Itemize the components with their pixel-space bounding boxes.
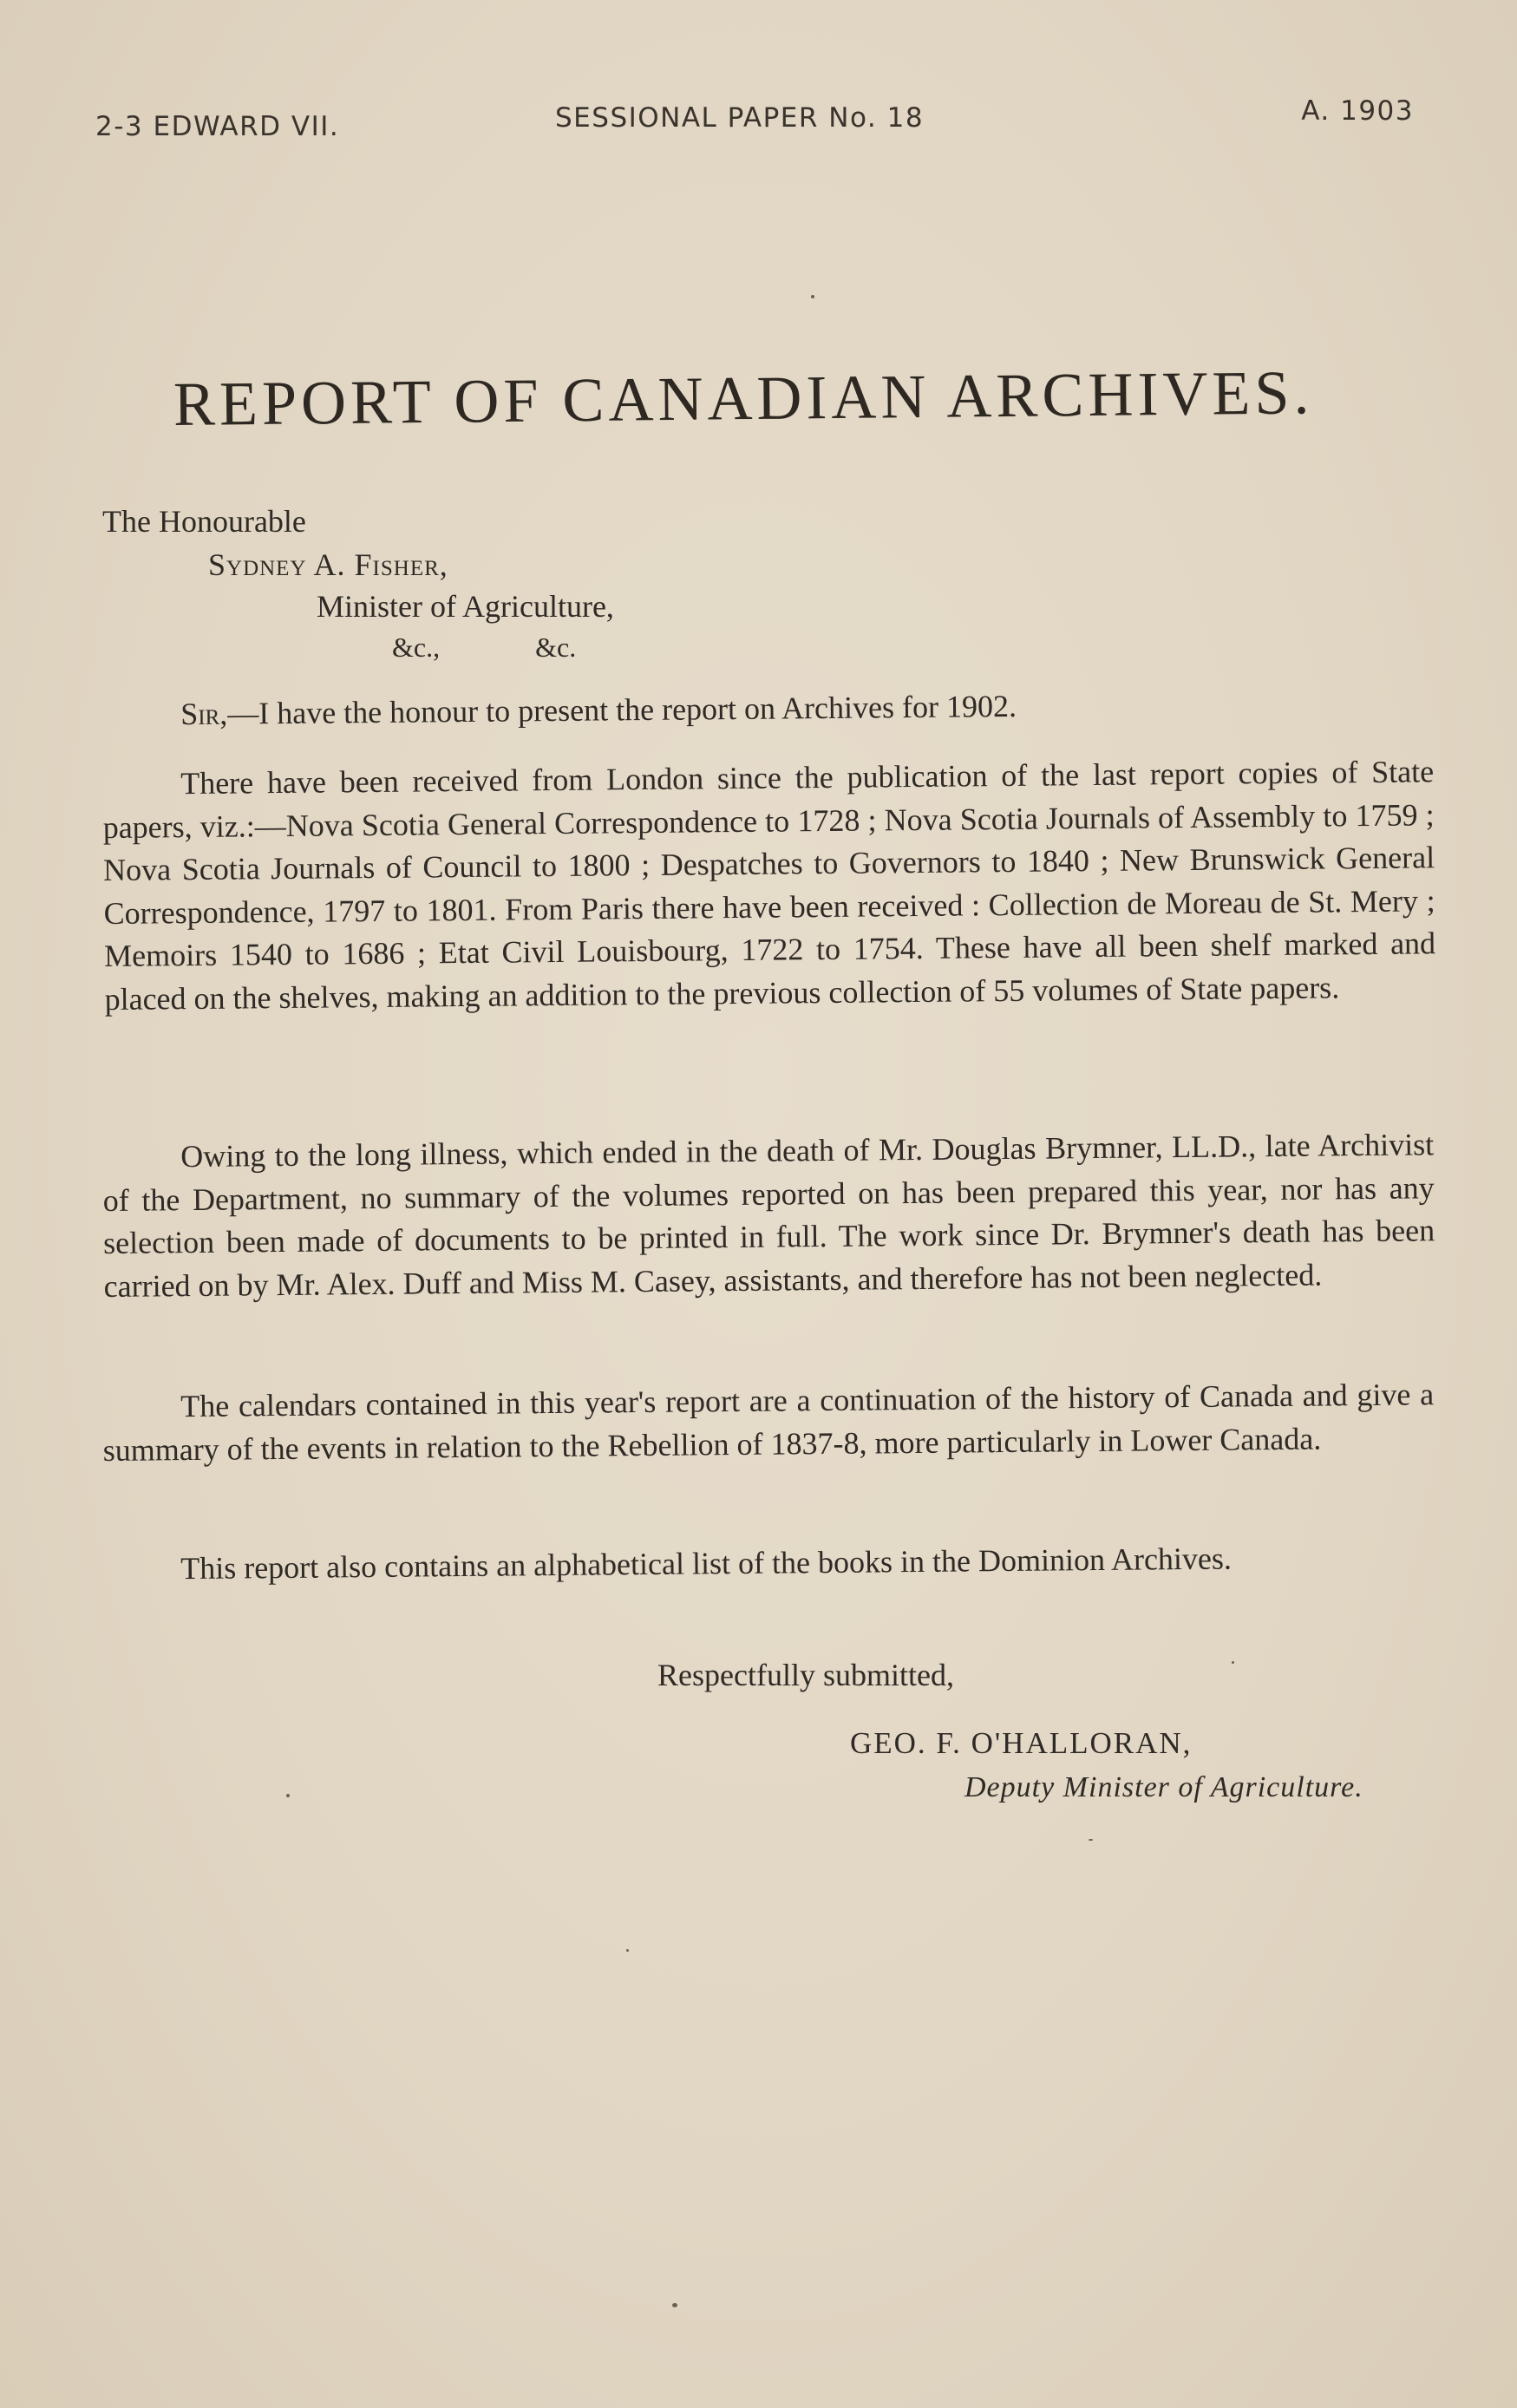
- salutation-text: —I have the honour to present the report on Archives for 1902.: [227, 688, 1017, 731]
- paragraph-text: There have been received from London since the publication of the last report copies of State papers, viz.:—Nova Scotia General Correspondence to 1728 ; Nova Scotia Journals of Assembly to 1759 ; Nova Scotia Journals of Council to 1800 ; Despatches to Governors to 1840 ; New Brunswick General Correspondence, 1797 to 1801. From Paris there have been received : Collection de Moreau de St. Mery ; Memoirs 1540 to 1686 ; Etat Civil Louisbourg, 1722 to 1754. These have all been shelf marked and placed on the shelves, making an addition to the previous collection of 55 volumes of State papers.: [102, 754, 1436, 1017]
- paper-speck: [286, 1794, 290, 1797]
- salutation-lead: Sir,: [180, 696, 228, 732]
- address-line-1: The Honourable: [102, 504, 306, 539]
- paper-speck: [672, 2303, 677, 2307]
- paragraph-text: This report also contains an alphabetical list of the books in the Dominion Archives.: [180, 1541, 1233, 1587]
- paragraph-text: The calendars contained in this year's report are a continuation of the history of Canada and give a summary of the events in relation to the Rebellion of 1837-8, more particularly in Lower Canada.: [102, 1377, 1435, 1468]
- paragraph: [102, 1535, 1434, 1591]
- address-etc-2: &c.: [535, 631, 577, 663]
- header-session: 2-3 EDWARD VII.: [95, 111, 340, 142]
- signature-title: Deputy Minister of Agriculture.: [964, 1771, 1363, 1803]
- paper-speck: [811, 295, 814, 298]
- signature-name: GEO. F. O'HALLORAN,: [850, 1726, 1193, 1760]
- paper-speck: [1089, 1839, 1093, 1841]
- paragraph-text: Owing to the long illness, which ended in the death of Mr. Douglas Brymner, LL.D., late Archivist of the Department, no summary of the volumes reported on has been prepared this year, nor has any selection been made of documents to be printed in full. The work since Dr. Brymner's death has been carried on by Mr. Alex. Duff and Miss M. Casey, assistants, and therefore has not been neglected.: [102, 1127, 1435, 1304]
- salutation: [102, 681, 1434, 736]
- header-sessional-paper: SESSIONAL PAPER No. 18: [555, 102, 925, 134]
- paragraph: [102, 1373, 1435, 1472]
- closing-phrase: Respectfully submitted,: [657, 1658, 954, 1692]
- paper-speck: [1232, 1661, 1234, 1664]
- paragraph: [102, 1123, 1435, 1308]
- page-header: [95, 95, 1414, 147]
- paragraph: [102, 750, 1436, 1021]
- address-recipient: [208, 546, 448, 583]
- address-etc-1: &c.,: [392, 631, 441, 663]
- address-etc: [392, 631, 576, 664]
- paper-speck: [626, 1949, 629, 1952]
- address-office: Minister of Agriculture,: [317, 589, 614, 624]
- recipient-name: Sydney A. Fisher,: [208, 547, 448, 582]
- document-title: REPORT OF CANADIAN ARCHIVES.: [173, 357, 1314, 439]
- header-year: A. 1903: [1301, 95, 1414, 127]
